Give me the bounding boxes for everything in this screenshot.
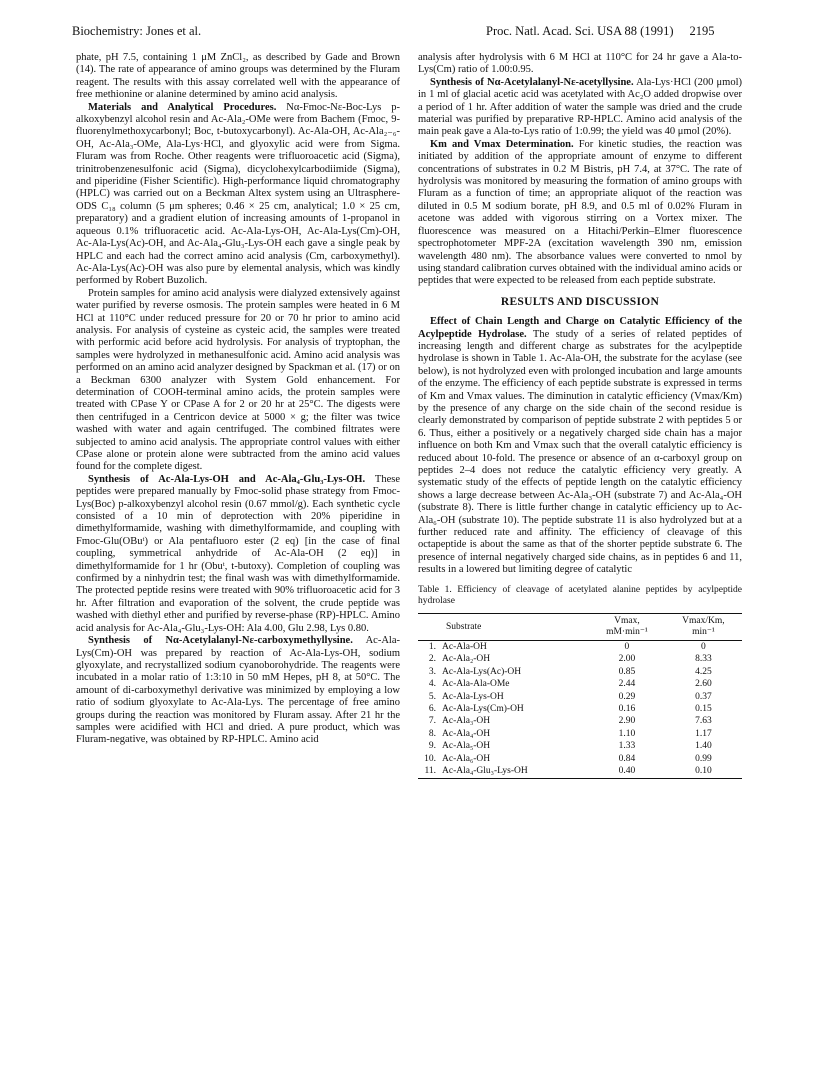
- row-number: 6.: [428, 704, 436, 714]
- ratio-cell: 0.15: [695, 704, 712, 714]
- substrate-cell: Ac-Ala₄-Glu₃-Lys-OH: [442, 766, 528, 777]
- table-row: [418, 704, 742, 716]
- header-substrate: Substrate: [446, 621, 482, 632]
- table-row: [418, 666, 742, 678]
- run-in-heading: Synthesis of Nα-Acetylalanyl-Nε-acetyllysine.: [430, 76, 634, 88]
- vmax-cell: 1.33: [618, 741, 636, 752]
- kinetics-table: [418, 613, 742, 778]
- paragraph: phate, pH 7.5, containing 1 μM ZnCl₂, as described by Gade and Brown (14). The rate of appearance of amino groups was determined by the Fluram reagent. The results with this assay correlated well with the appearance of free methionine or alanine determined by amino acid analysis.: [76, 52, 400, 101]
- left-column: [76, 52, 400, 747]
- ratio-cell: 0: [701, 641, 706, 652]
- paragraph: Synthesis of Nα-Acetylalanyl-Nε-carboxymethyllysine. Ac-Ala-Lys(Cm)-OH was prepared by reaction of Ac-Ala-Lys-OH, sodium glyoxylate, and recrystallized sodium cyanoborohydride. The reagents were incubated in a molar ratio of 1:3:10 in 50 mM Hepes, pH 8, at 50°C. The amount of di-carboxymethyl derivative was minimized by employing a low ratio of sodium glyoxylate to Ac-Ala-Lys. The percentage of free amino groups during the reaction was monitored by Fluram assay. After 21 hr the samples were acidified with HCl and dried. A pure product, which was Fluram-negative, was obtained by RP-HPLC. Amino acid: [76, 635, 400, 746]
- ratio-cell: 7.63: [695, 716, 712, 727]
- table-row: [418, 691, 742, 703]
- table-row: [418, 741, 742, 753]
- vmax-cell: 0: [624, 641, 630, 652]
- vmax-cell: 0.84: [618, 753, 636, 764]
- paragraph: Synthesis of Ac-Ala-Lys-OH and Ac-Ala₄-Glu₃-Lys-OH. These peptides were prepared manually by Fmoc-solid phase strategy from Fmoc-Lys(Boc) p-alkoxybenzyl alcohol resin (0.67 mmol/g). Each synthetic cycle consisted of a 10 min of deprotection with 20% piperidine in dimethylformamide, washing with dimethylformamide, and coupling with Fmoc-Glu(OBuᵗ) or Ala pentafluoro ester (2 eq) [in the case of final coupling, symmetrical anhydride of Ac-Ala-OH (2 eq)] in dimethylformamide for 1 hr (Obuᵗ, t-butoxy). Completion of coupling was confirmed by a ninhydrin test; the final wash was with dimethylformamide. The protected peptide resins were treated with 90% trifluoroacetic acid for 3 hr. After filtration and evaporation of the solvent, the crude peptide was washed with diethyl ether and purified by reverse-phase (RP)-HPLC. Amino acid analysis for Ac-Ala₄-Glu₃-Lys-OH: Ala 4.00, Glu 2.98, Lys 0.80.: [76, 473, 400, 634]
- ratio-cell: 2.60: [695, 679, 712, 690]
- table-header-row: [418, 614, 742, 641]
- run-in-heading: Km and Vmax Determination.: [430, 138, 574, 150]
- substrate-cell: Ac-Ala-OH: [442, 641, 487, 652]
- row-number: 7.: [428, 716, 436, 727]
- section-heading: RESULTS AND DISCUSSION: [500, 295, 660, 308]
- vmax-cell: 2.00: [618, 654, 636, 665]
- ratio-cell: 0.99: [695, 753, 712, 764]
- table-row: [418, 716, 742, 728]
- paragraph: Effect of Chain Length and Charge on Catalytic Efficiency of the Acylpeptide Hydrolase. The study of a series of related peptides of increasing length and different charge as substrates for the acylpeptide hydrolase is shown in Table 1. Ac-Ala-OH, the substrate for the acylase (see below), is not hydrolyzed even with prolonged incubation and large amounts of the enzyme. The efficiency of each peptide substrate is expressed in terms of Km and Vmax values. The diminution in catalytic efficiency (Vmax/Km) by the presence of any charge on the side chain of the second residue is clearly demonstrated by comparison of peptide substrate 2 with peptides 5 or 6. Thus, either a positively or a negatively charged side chain has a major influence on both Km and Vmax such that the overall catalytic efficiency is reduced about 10-fold. The presence or absence of an α-carboxyl group on peptides 2–4 does not reduce the catalytic efficiency very greatly. A systematic study of the effects of peptide length on the catalytic efficiency shows a large decrease between Ac-Ala₃-OH (substrate 7) and Ac-Ala₄-OH (substrate 8). There is little further change in catalytic efficiency up to Ac-Ala₆-OH (substrate 10). The peptide substrate 11 is also hydrolyzed but at a further reduced rate and affinity. The efficiency of cleavage of this octapeptide is about the same as that of the shorter peptide substrate 6. The presence of internal negatively charged side chains, as in peptides 6 and 11, results in a lowered but limiting degree of catalytic: [418, 316, 742, 576]
- substrate-cell: Ac-Ala-Lys(Ac)-OH: [442, 666, 522, 677]
- ratio-cell: 4.25: [695, 666, 712, 677]
- ratio-cell: 8.33: [695, 654, 712, 665]
- row-number: 2.: [428, 654, 436, 665]
- row-number: 3.: [428, 666, 436, 677]
- right-column: [418, 52, 742, 779]
- vmax-cell: 0.16: [618, 704, 636, 714]
- row-number: 8.: [428, 728, 436, 739]
- run-in-heading: Synthesis of Nα-Acetylalanyl-Nε-carboxymethyllysine.: [88, 635, 353, 647]
- ratio-cell: 1.17: [695, 728, 712, 739]
- header-vmax: Vmax, mM·min⁻¹: [606, 616, 648, 638]
- row-number: 10.: [424, 753, 436, 764]
- row-number: 5.: [428, 691, 436, 702]
- vmax-cell: 0.85: [618, 666, 636, 677]
- run-in-heading: Effect of Chain Length and Charge on Catalytic Efficiency of the Acylpeptide Hydrolase.: [418, 316, 742, 340]
- substrate-cell: Ac-Ala₃-OH: [442, 716, 491, 727]
- substrate-cell: Ac-Ala₄-OH: [442, 728, 491, 739]
- running-head-left: Biochemistry: Jones et al.: [72, 24, 202, 38]
- vmax-cell: 2.44: [618, 679, 636, 690]
- vmax-cell: 1.10: [618, 728, 636, 739]
- paragraph: Km and Vmax Determination. For kinetic studies, the reaction was initiated by addition of the appropriate amount of enzyme to different concentrations of substrates in 0.2 M Bistris, pH 7.4, at 37°C. The rate of hydrolysis was monitored by measuring the formation of amino groups with Fluram as a function of time; an appropriate aliquot of the reaction was diluted in 0.5 M sodium borate, pH 8.9, and 0.5 ml of 0.02% Fluram in acetone was added with vigorous stirring on a Vortex mixer. The fluorescence was measured on a Hitachi/Perkin–Elmer fluorescence spectrophotometer MPF-2A (excitation wavelength 390 nm, emission wavelength 480 nm). The absorbance values were converted to nmol by using standard calibration curves obtained with the individual amino acids or peptides that were expected to be released from each peptide substrate.: [418, 138, 742, 287]
- table-row: [418, 766, 742, 779]
- journal-citation: Proc. Natl. Acad. Sci. USA 88 (1991): [486, 24, 674, 38]
- substrate-cell: Ac-Ala-Lys-OH: [442, 691, 504, 702]
- ratio-cell: 0.10: [695, 766, 712, 777]
- vmax-cell: 2.90: [618, 716, 636, 727]
- table-caption: Table 1. Efficiency of cleavage of acetylated alanine peptides by acylpeptide hydrolase: [418, 584, 742, 607]
- row-number: 9.: [428, 741, 436, 752]
- paragraph: Materials and Analytical Procedures. Nα-Fmoc-Nε-Boc-Lys p-alkoxybenzyl alcohol resin and Ac-Ala₂-OMe were from Bachem (Fmoc, 9-fluorenylmethoxycarbonyl; Boc, t-butoxycarbonyl). Ac-Ala-OH, Ac-Ala₂₋₆-OH, Ac-Ala₃-OMe, Ala-Lys·HCl, and glyoxylic acid were from Sigma. Fluram was from Roche. Other reagents were trifluoroacetic acid (Sigma), trinitrobenzenesulfonic acid (Sigma), dicyclohexylcarbodiimide (Sigma), and piperidine (Fisher Scientific). High-performance liquid chromatography (HPLC) was carried out on a Beckman Altex system using an Ultrasphere-ODS C₁₈ column (5 μm spheres; 0.46 × 25 cm, analytical; 1.0 × 25 cm, preparatory) and a gradient elution of increasing amounts of 1-propanol in aqueous 0.1% trifluoracetic acid. Ac-Ala-Lys-OH, Ac-Ala-Lys(Cm)-OH, Ac-Ala-Lys(Ac)-OH, and Ac-Ala₄-Glu₃-Lys-OH each gave a single peak by HPLC and each had the correct amino acid analysis (Cm, carboxymethyl). Ac-Ala-Lys(Ac)-OH was also pure by elemental analysis, which was kindly performed by Robert Buzolich.: [76, 101, 401, 287]
- run-in-heading: Synthesis of Ac-Ala-Lys-OH and Ac-Ala₄-Glu₃-Lys-OH.: [88, 473, 366, 485]
- row-number: 1.: [428, 641, 436, 652]
- substrate-cell: Ac-Ala-Ala-OMe: [442, 679, 510, 690]
- paragraph: Protein samples for amino acid analysis were dialyzed extensively against water purified by reverse osmosis. The protein samples were heated in 6 M HCl at 110°C under reduced pressure for 20 or 70 hr prior to amino acid analysis. For analysis of cysteine as cysteic acid, the samples were treated with performic acid before acid hydrolysis. For analysis of tryptophan, the samples were hydrolyzed in methanesulfonic acid. Amino acid analysis was performed on an amino acid analyzer designed by Spackman et al. (17) or on a Beckman 6300 analyzer with System Gold enhancement. For determination of COOH-terminal amino acids, the protein samples were treated with CPase Y or CPase A for 2 or 20 hr at 25°C. The digests were then centrifuged in a Centricon device at 5000 × g; the filter was twice washed with water and again centrifuged. The combined filtrates were subjected to amino acid analysis. The appropriate control values with either CPase alone or protein alone were subtracted from the amino acid values found for the complete digest.: [76, 287, 400, 473]
- table-row: [418, 753, 742, 765]
- ratio-cell: 1.40: [695, 741, 712, 752]
- row-number: 4.: [428, 679, 436, 690]
- substrate-cell: Ac-Ala₆-OH: [442, 753, 491, 764]
- vmax-cell: 0.29: [618, 691, 636, 702]
- substrate-cell: Ac-Ala₅-OH: [442, 741, 491, 752]
- row-number: 11.: [424, 766, 436, 777]
- ratio-cell: 0.37: [695, 691, 712, 702]
- table-row: [418, 679, 742, 691]
- paragraph: Synthesis of Nα-Acetylalanyl-Nε-acetyllysine. Ala-Lys·HCl (200 μmol) in 1 ml of glacial acetic acid was acetylated with Ac₂O added dropwise over a period of 1 hr. After addition of water the sample was dried and the crude material was purified by preparative RP-HPLC. Amino acid analysis of the main peak gave a Ala-to-Lys ratio of 1:0.99; the yield was 40 μmol (20%).: [418, 76, 742, 138]
- paragraph: analysis after hydrolysis with 6 M HCl at 110°C for 24 hr gave a Ala-to-Lys(Cm) ratio of 1.00:0.95.: [418, 52, 742, 76]
- table-row: [418, 728, 742, 740]
- table-row: [418, 654, 742, 666]
- substrate-cell: Ac-Ala-Lys(Cm)-OH: [442, 704, 524, 714]
- table-row: [418, 641, 742, 654]
- substrate-cell: Ac-Ala₂-OH: [442, 654, 491, 665]
- running-head-right: [486, 24, 714, 39]
- header-vmax-km: Vmax/Km, min⁻¹: [682, 616, 725, 638]
- run-in-heading: Materials and Analytical Procedures.: [88, 101, 277, 113]
- page-number: 2195: [689, 24, 715, 38]
- vmax-cell: 0.40: [618, 766, 636, 777]
